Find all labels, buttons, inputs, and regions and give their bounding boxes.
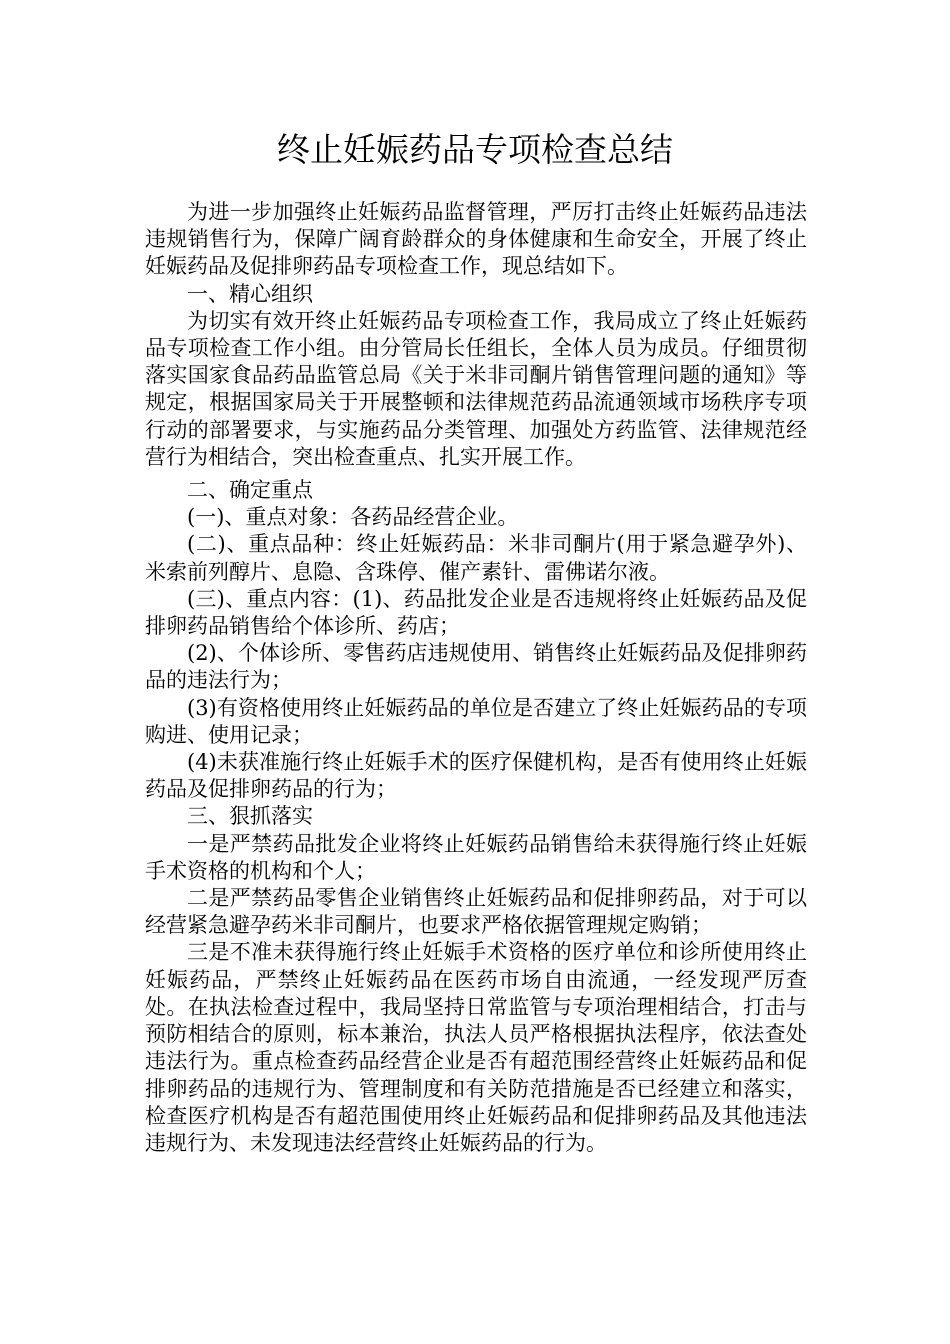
intro-paragraph: 为进一步加强终止妊娠药品监督管理，严厉打击终止妊娠药品违法违规销售行为，保障广阔育龄群众的身体健康和生命安全，开展了终止妊娠药品及促排卵药品专项检查工作，现总结如下。	[145, 200, 807, 279]
document-body	[145, 199, 807, 1157]
document-title: 终止妊娠药品专项检查总结	[277, 130, 673, 169]
measure-1-paragraph: 一是严禁药品批发企业将终止妊娠药品销售给未获得施行终止妊娠手术资格的机构和个人；	[145, 831, 807, 883]
section-heading-2: 二、确定重点	[187, 478, 313, 503]
key-content-subitem-3: (3)有资格使用终止妊娠药品的单位是否建立了终止妊娠药品的专项购进、使用记录；	[145, 695, 807, 747]
key-content-subitem-4: (4)未获准施行终止妊娠手术的医疗保健机构，是否有使用终止妊娠药品及促排卵药品的行为；	[145, 750, 807, 802]
key-targets-item: (一)、重点对象：各药品经营企业。	[187, 505, 519, 530]
section-heading-3: 三、狠抓落实	[187, 804, 313, 829]
measure-2-paragraph: 二是严禁药品零售企业销售终止妊娠药品和促排卵药品，对于可以经营紧急避孕药米非司酮片，也要求严格依据管理规定购销；	[145, 886, 807, 938]
section-heading-1: 一、精心组织	[187, 281, 313, 306]
key-content-subitem-2: (2)、个体诊所、零售药店违规使用、销售终止妊娠药品及促排卵药品的违法行为；	[145, 641, 807, 693]
key-varieties-item: (二)、重点品种：终止妊娠药品：米非司酮片(用于紧急避孕外)、米索前列醇片、息隐、含珠停、催产素针、雷佛诺尔液。	[145, 532, 807, 584]
section-1-paragraph: 为切实有效开终止妊娠药品专项检查工作，我局成立了终止妊娠药品专项检查工作小组。由分管局长任组长，全体人员为成员。仔细贯彻落实国家食品药品监管总局《关于米非司酮片销售管理问题的通知》等规定，根据国家局关于开展整顿和法律规范药品流通领域市场秩序专项行动的部署要求，与实施药品分类管理、加强处方药监管、法律规范经营行为相结合，突出检查重点、扎实开展工作。	[145, 308, 807, 469]
key-content-item: (三)、重点内容：(1)、药品批发企业是否违规将终止妊娠药品及促排卵药品销售给个体诊所、药店；	[145, 586, 807, 639]
measure-3-paragraph: 三是不准未获得施行终止妊娠手术资格的医疗单位和诊所使用终止妊娠药品，严禁终止妊娠药品在医药市场自由流通，一经发现严厉查处。在执法检查过程中，我局坚持日常监管与专项治理相结合，打击与预防相结合的原则，标本兼治，执法人员严格根据执法程序，依法查处违法行为。重点检查药品经营企业是否有超范围经营终止妊娠药品和促排卵药品的违规行为、管理制度和有关防范措施是否已经建立和落实，检查医疗机构是否有超范围使用终止妊娠药品和促排卵药品及其他违法违规行为、未发现违法经营终止妊娠药品的行为。	[145, 940, 807, 1155]
